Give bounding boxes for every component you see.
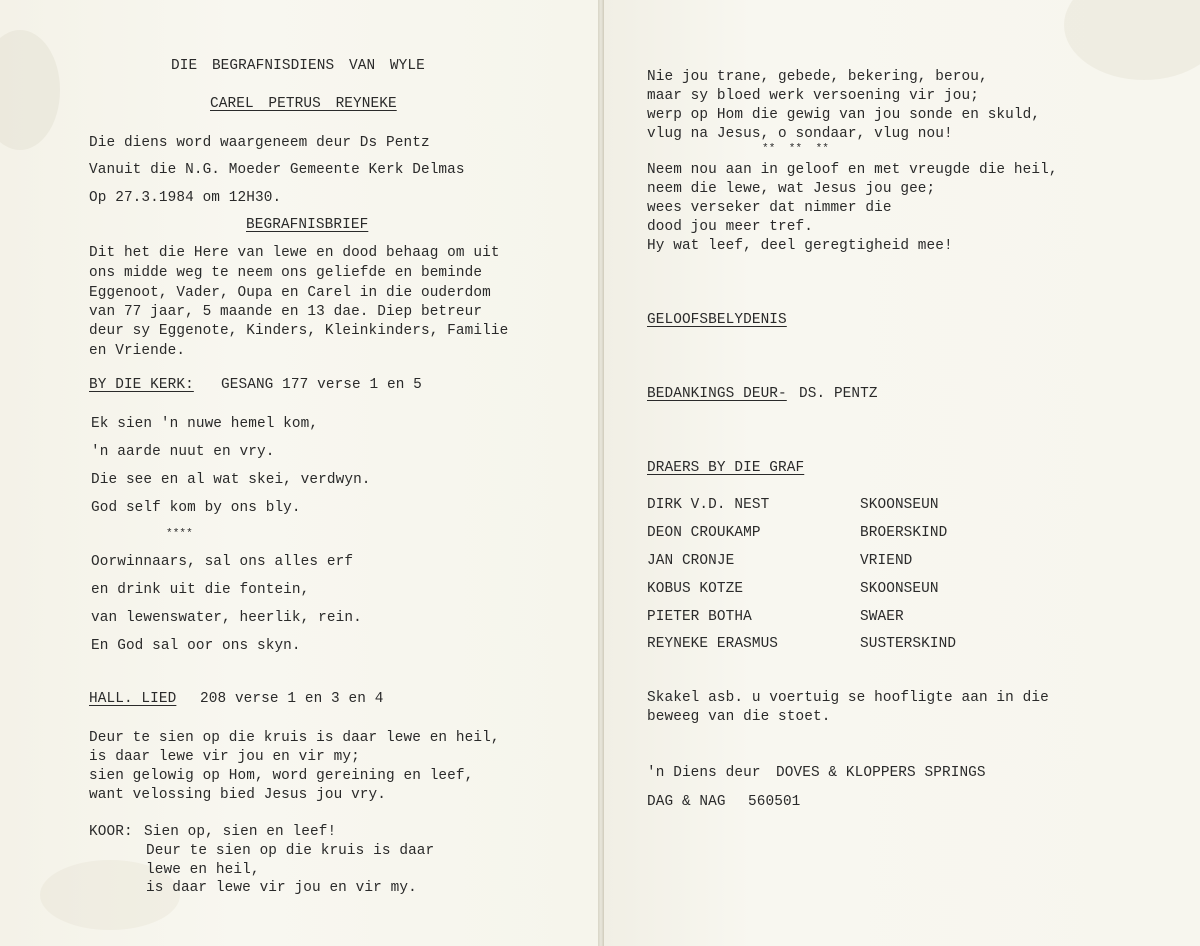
kerk-label: BY DIE KERK: [89, 377, 194, 393]
verse-line: en drink uit die fontein, [91, 582, 310, 598]
brief-line: en Vriende. [89, 343, 186, 359]
draer-name: JAN CRONJE [647, 553, 735, 569]
verse-line: want velossing bied Jesus jou vry. [89, 787, 387, 803]
koor-line: is daar lewe vir jou en vir my. [146, 880, 417, 896]
brief-line: van 77 jaar, 5 maande en 13 dae. Diep betreur [89, 304, 483, 320]
dagnag-number: 560501 [748, 794, 801, 810]
verse-line: neem die lewe, wat Jesus jou gee; [647, 181, 936, 197]
draer-name: REYNEKE ERASMUS [647, 636, 779, 652]
draers-heading: DRAERS BY DIE GRAF [647, 460, 805, 476]
hall-label: HALL. LIED [89, 691, 177, 707]
dagnag-label: DAG & NAG [647, 794, 726, 810]
draer-relation: SWAER [860, 609, 904, 625]
draer-name: KOBUS KOTZE [647, 581, 744, 597]
left-page [0, 0, 598, 946]
draer-relation: BROERSKIND [860, 525, 948, 541]
brief-heading: BEGRAFNISBRIEF [246, 217, 369, 233]
draer-relation: SKOONSEUN [860, 581, 939, 597]
bedank-name: DS. PENTZ [799, 386, 878, 402]
service-line: Vanuit die N.G. Moeder Gemeente Kerk Delmas [89, 162, 465, 178]
koor-line: Sien op, sien en leef! [144, 824, 337, 840]
draer-name: PIETER BOTHA [647, 609, 752, 625]
brief-line: ons midde weg te neem ons geliefde en beminde [89, 265, 483, 281]
verse-line: God self kom by ons bly. [91, 500, 301, 516]
verse-line: Die see en al wat skei, verdwyn. [91, 472, 371, 488]
brief-line: Eggenoot, Vader, Oupa en Carel in die ouderdom [89, 285, 491, 301]
service-title: DIE BEGRAFNISDIENS VAN WYLE [171, 58, 425, 74]
koor-line: lewe en heil, [146, 862, 260, 878]
draer-relation: VRIEND [860, 553, 913, 569]
verse-line: wees verseker dat nimmer die [647, 200, 892, 216]
skakel-line: beweeg van die stoet. [647, 709, 831, 725]
draer-name: DIRK V.D. NEST [647, 497, 770, 513]
service-line: Op 27.3.1984 om 12H30. [89, 190, 282, 206]
deceased-name: CAREL PETRUS REYNEKE [210, 96, 397, 112]
draer-relation: SKOONSEUN [860, 497, 939, 513]
bedank-label: BEDANKINGS DEUR- [647, 386, 787, 402]
skakel-line: Skakel asb. u voertuig se hoofligte aan in die [647, 690, 1049, 706]
verse-line: Oorwinnaars, sal ons alles erf [91, 554, 354, 570]
hall-song: 208 verse 1 en 3 en 4 [200, 691, 384, 707]
verse-line: sien gelowig op Hom, word gereining en leef, [89, 768, 474, 784]
verse-line: vlug na Jesus, o sondaar, vlug nou! [647, 126, 953, 142]
verse-line: werp op Hom die gewig van jou sonde en skuld, [647, 107, 1041, 123]
verse-separator: **** [166, 528, 193, 540]
verse-line: van lewenswater, heerlik, rein. [91, 610, 362, 626]
service-line: Die diens word waargeneem deur Ds Pentz [89, 135, 430, 151]
koor-line: Deur te sien op die kruis is daar [146, 843, 435, 859]
brief-line: deur sy Eggenote, Kinders, Kleinkinders, Familie [89, 323, 509, 339]
diens-prefix: 'n Diens deur [647, 765, 761, 781]
verse-line: Hy wat leef, deel geregtigheid mee! [647, 238, 953, 254]
verse-line: maar sy bloed werk versoening vir jou; [647, 88, 979, 104]
verse-line: Deur te sien op die kruis is daar lewe en heil, [89, 730, 500, 746]
kerk-song: GESANG 177 verse 1 en 5 [221, 377, 422, 393]
koor-label: KOOR: [89, 824, 133, 840]
verse-separator: ** ** ** [762, 143, 830, 155]
draer-relation: SUSTERSKIND [860, 636, 957, 652]
verse-line: Ek sien 'n nuwe hemel kom, [91, 416, 319, 432]
brief-line: Dit het die Here van lewe en dood behaag om uit [89, 245, 500, 261]
right-page [604, 0, 1200, 946]
verse-line: En God sal oor ons skyn. [91, 638, 301, 654]
draer-name: DEON CROUKAMP [647, 525, 761, 541]
verse-line: dood jou meer tref. [647, 219, 813, 235]
verse-line: is daar lewe vir jou en vir my; [89, 749, 360, 765]
geloof-heading: GELOOFSBELYDENIS [647, 312, 787, 328]
verse-line: 'n aarde nuut en vry. [91, 444, 275, 460]
verse-line: Nie jou trane, gebede, bekering, berou, [647, 69, 988, 85]
verse-line: Neem nou aan in geloof en met vreugde die heil, [647, 162, 1058, 178]
diens-company: DOVES & KLOPPERS SPRINGS [776, 765, 986, 781]
